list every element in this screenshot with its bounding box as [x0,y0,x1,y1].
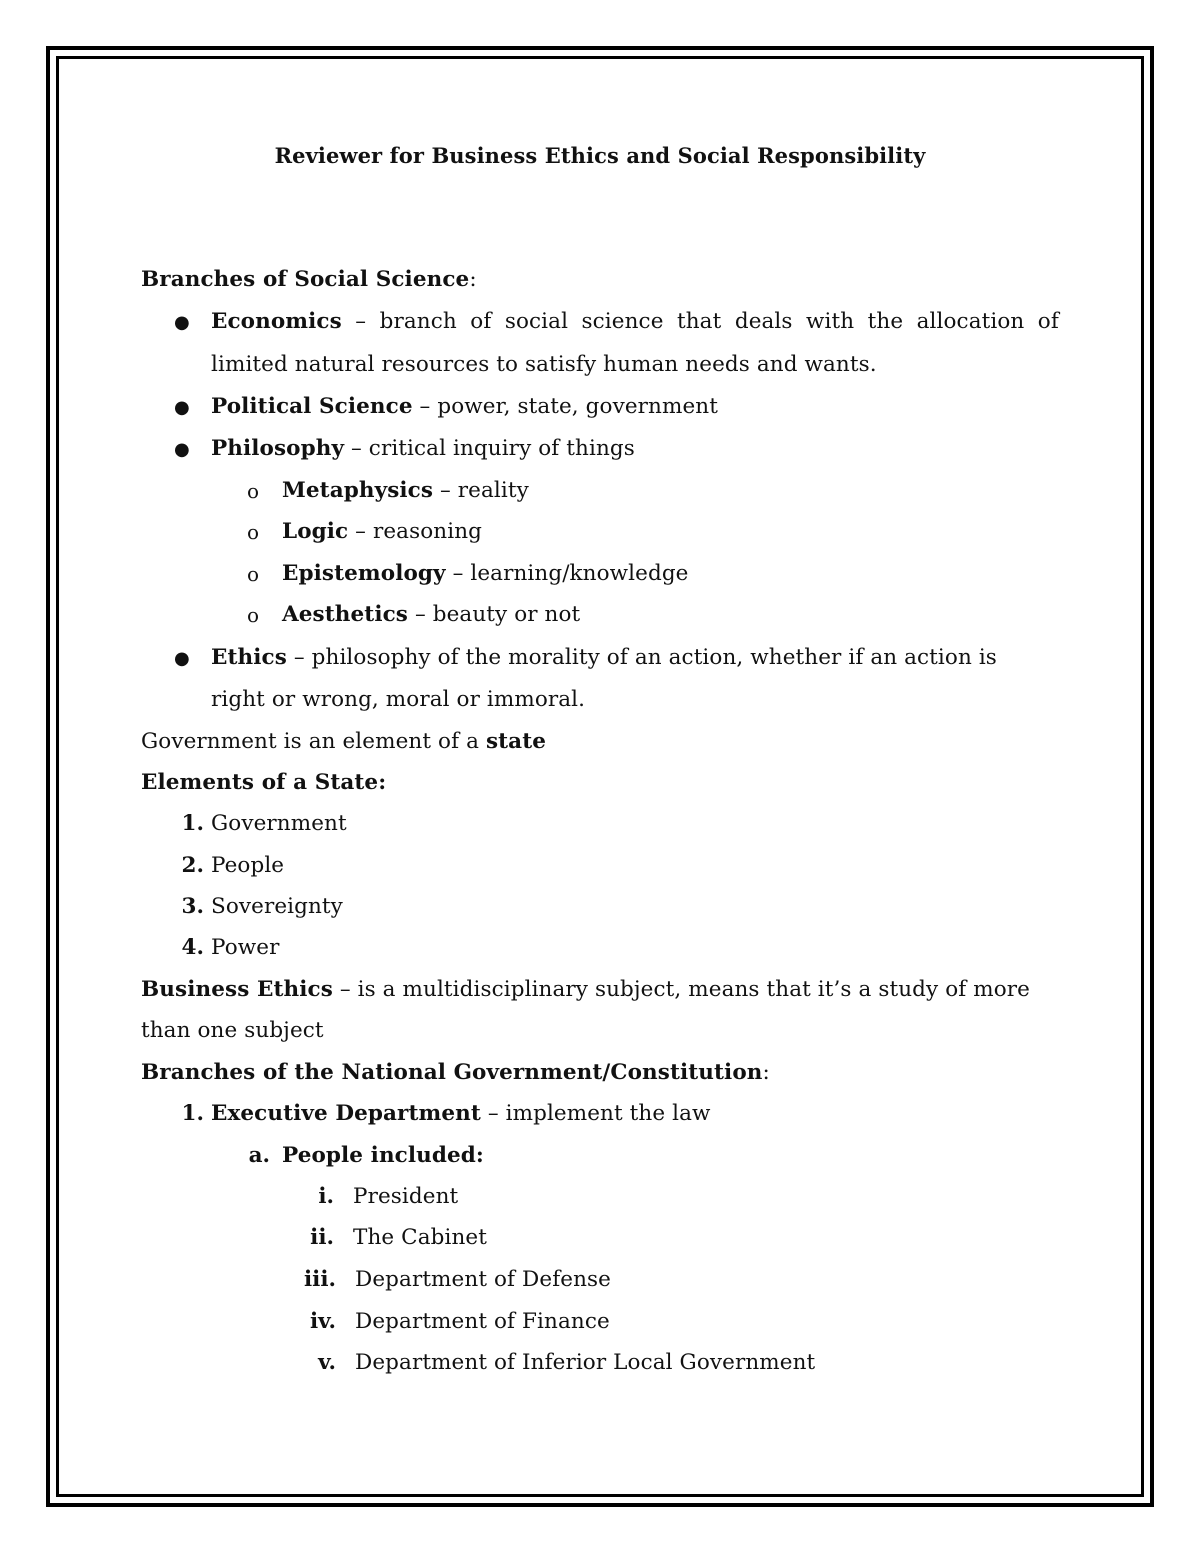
word: with [806,309,855,334]
heading-text: Branches of the National Government/Constitution [141,1060,763,1085]
term-ethics: Ethics [211,645,287,670]
heading-colon: : [762,1060,770,1085]
list-item-ethics-line1 [211,644,997,672]
section-heading-national-government [141,1059,770,1087]
definition: – power, state, government [412,394,718,419]
number-label: 2. [181,853,204,878]
term-business-ethics: Business Ethics [141,977,333,1002]
people-included-heading: People included: [282,1143,484,1168]
term: Logic [282,519,349,544]
word: branch [379,309,457,334]
term: Epistemology [282,561,446,586]
term-executive: Executive Department [211,1101,481,1126]
term: Aesthetics [282,602,409,627]
bullet-icon: ● [174,439,190,460]
list-item-economics-line1 [211,308,1059,336]
circle-bullet-icon: o [247,603,260,627]
person-item: President [353,1184,459,1209]
circle-bullet-icon: o [247,479,260,503]
list-item-executive-department [211,1100,711,1128]
state-element-item: People [211,853,285,878]
number-label: 1. [181,811,204,836]
statement-text: Government is an element of a [141,729,486,754]
definition: – learning/knowledge [445,561,689,586]
business-ethics-line2: than one subject [141,1018,324,1043]
definition: – beauty or not [408,602,581,627]
roman-label: iii. [304,1267,336,1292]
definition: – philosophy of the morality of an action, whether if an action is [286,645,997,670]
definition: – is a multidisciplinary subject, means that it’s a study of more [332,977,1030,1002]
state-element-item: Government [211,811,347,836]
sub-item-epistemology [282,560,689,588]
word: social [504,309,569,334]
term: Metaphysics [282,478,434,503]
word: that [677,309,722,334]
term-philosophy: Philosophy [211,436,345,461]
definition: – implement the law [480,1101,711,1126]
sub-item-logic [282,518,482,546]
number-label: 3. [181,894,204,919]
document-title: Reviewer for Business Ethics and Social Responsibility [274,143,926,168]
person-item: Department of Inferior Local Government [355,1350,816,1375]
section-heading-elements-state: Elements of a State: [141,770,387,795]
list-item-philosophy [211,435,635,463]
word: – [355,309,367,334]
list-item-economics-line2: limited natural resources to satisfy human needs and wants. [211,352,877,377]
sub-item-aesthetics [282,601,580,629]
government-statement [141,728,546,756]
roman-label: i. [318,1184,334,1209]
bullet-icon: ● [174,648,190,669]
person-item: The Cabinet [353,1225,487,1250]
definition: – critical inquiry of things [344,436,635,461]
word: of [1037,309,1059,334]
word: science [581,309,664,334]
list-item-political-science [211,393,718,421]
person-item: Department of Finance [355,1309,610,1334]
definition: – reasoning [348,519,482,544]
list-item-ethics-line2: right or wrong, moral or immoral. [211,687,586,712]
bullet-icon: ● [174,312,190,333]
person-item: Department of Defense [355,1267,611,1292]
word: of [470,309,492,334]
circle-bullet-icon: o [247,562,260,586]
number-label: 1. [181,1101,204,1126]
business-ethics-line1 [141,976,1030,1004]
sub-item-metaphysics [282,477,529,505]
statement-bold: state [485,729,547,754]
roman-label: ii. [310,1225,334,1250]
heading-text: Branches of Social Science [141,267,470,292]
heading-colon: : [469,267,477,292]
word: allocation [916,309,1025,334]
letter-label: a. [248,1143,270,1168]
number-label: 4. [181,935,204,960]
section-heading-social-science [141,266,477,294]
word: the [867,309,904,334]
state-element-item: Power [211,935,280,960]
roman-label: iv. [310,1309,336,1334]
bullet-icon: ● [174,397,190,418]
circle-bullet-icon: o [247,520,260,544]
roman-label: v. [318,1350,336,1375]
word: deals [734,309,793,334]
definition: – reality [433,478,529,503]
state-element-item: Sovereignty [211,894,343,919]
term-economics: Economics [211,309,342,334]
term-political-science: Political Science [211,394,413,419]
